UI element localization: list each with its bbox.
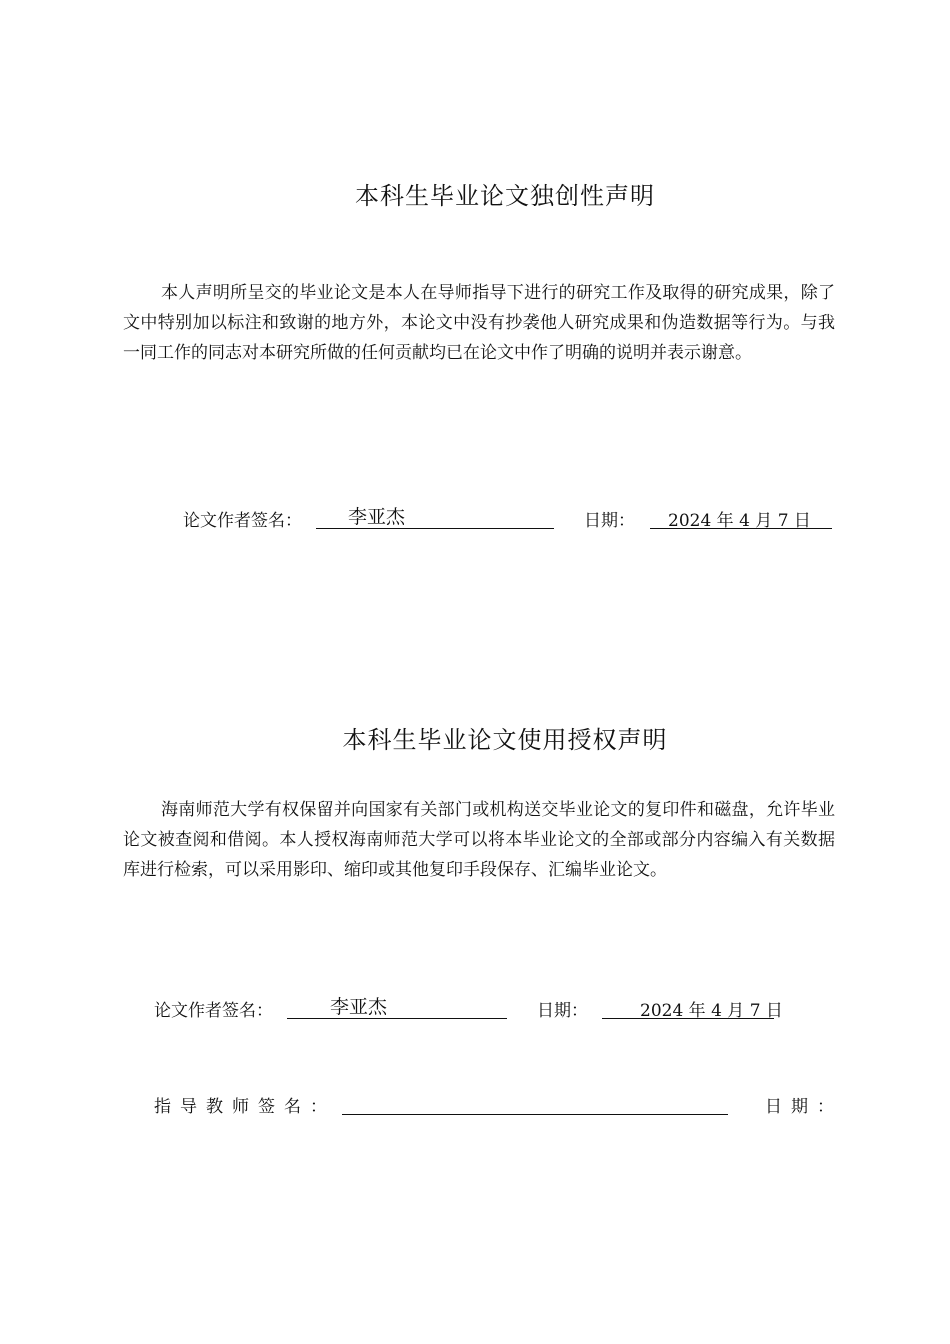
author-signature-handwriting: 李亚杰 [330, 996, 388, 1018]
author-signature-row-1 [0, 502, 950, 530]
author-signature-label: 论文作者签名： [183, 511, 302, 531]
authorization-declaration-text: 海南师范大学有权保留并向国家有关部门或机构送交毕业论文的复印件和磁盘，允许毕业论文被查阅和借阅。本人授权海南师范大学可以将本毕业论文的全部或部分内容编入有关数据库进行检索，可以采用影印、缩印或其他复印手段保存、汇编毕业论文。 [123, 800, 835, 880]
authorization-declaration-title: 本科生毕业论文使用授权声明 [342, 726, 668, 754]
advisor-signature-label: 指导教师签名： [154, 1097, 336, 1117]
advisor-signature-row [0, 1088, 950, 1116]
date-value: 2024 年 4 月 7 日 [668, 511, 811, 531]
date-value: 2024 年 4 月 7 日 [640, 1001, 783, 1021]
author-signature-line [287, 992, 507, 1019]
author-signature-label: 论文作者签名： [154, 1001, 273, 1021]
advisor-date-label: 日期： [765, 1097, 843, 1117]
advisor-signature-line [342, 1088, 728, 1115]
originality-declaration-body [123, 278, 835, 368]
authorization-declaration-body [123, 795, 835, 885]
date-label: 日期： [584, 511, 635, 531]
author-signature-row-2 [0, 992, 950, 1020]
originality-declaration-text: 本人声明所呈交的毕业论文是本人在导师指导下进行的研究工作及取得的研究成果，除了文中特别加以标注和致谢的地方外，本论文中没有抄袭他人研究成果和伪造数据等行为。与我一同工作的同志对本研究所做的任何贡献均已在论文中作了明确的说明并表示谢意。 [123, 283, 835, 363]
date-label: 日期： [537, 1001, 588, 1021]
author-signature-handwriting: 李亚杰 [348, 506, 406, 528]
originality-declaration-title: 本科生毕业论文独创性声明 [355, 182, 655, 210]
